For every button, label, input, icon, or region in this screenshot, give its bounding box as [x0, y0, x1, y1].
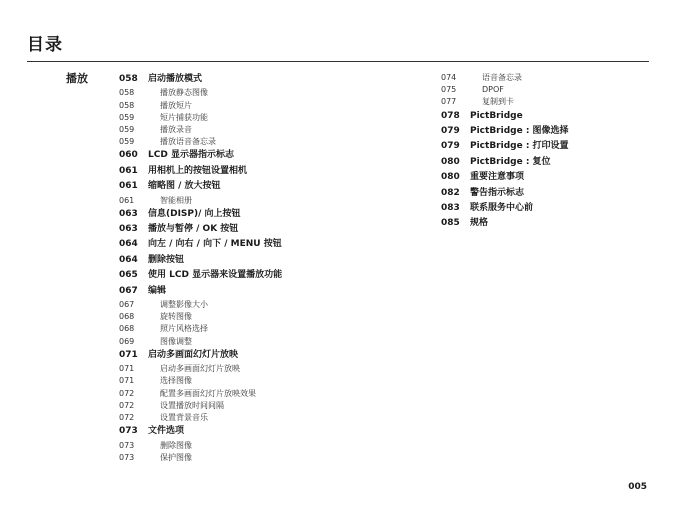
- toc-entry-title: 缩略图 / 放大按钮: [148, 181, 221, 192]
- toc-entry-title: PictBridge : 复位: [470, 156, 551, 167]
- toc-page-number: 073: [119, 426, 138, 437]
- toc-entry-title: 重要注意事项: [470, 172, 525, 183]
- toc-entry-title: 播放短片: [160, 100, 192, 110]
- toc-entry[interactable]: [119, 253, 419, 268]
- toc-page-number: 071: [119, 376, 135, 386]
- toc-entry[interactable]: [441, 201, 651, 216]
- toc-entry-title: DPOF: [482, 85, 504, 95]
- page-number: 005: [628, 482, 647, 492]
- toc-entry-title: 照片风格选择: [160, 324, 208, 334]
- toc-page-number: 071: [119, 364, 135, 374]
- toc-subentry[interactable]: [119, 412, 419, 424]
- toc-entry[interactable]: [441, 139, 651, 154]
- toc-subentry[interactable]: [119, 112, 419, 124]
- toc-subentry[interactable]: [119, 336, 419, 348]
- toc-subentry[interactable]: [119, 375, 419, 387]
- toc-page-number: 080: [441, 172, 460, 183]
- toc-entry-title: 文件选项: [148, 426, 185, 437]
- toc-entry-title: 启动播放模式: [148, 74, 203, 84]
- toc-subentry[interactable]: [119, 363, 419, 375]
- toc-entry-title: 智能相册: [160, 195, 192, 205]
- toc-entry-title: 播放语音备忘录: [160, 137, 216, 147]
- toc-page-number: 073: [119, 440, 135, 450]
- toc-entry[interactable]: [119, 424, 419, 439]
- toc-column-left: [119, 72, 419, 464]
- toc-page-number: 072: [119, 388, 135, 398]
- toc-entry-title: 保护图像: [160, 452, 192, 462]
- toc-subentry[interactable]: [441, 96, 651, 108]
- toc-entry-title: PictBridge : 图像选择: [470, 125, 569, 136]
- toc-entry-title: 警告指示标志: [470, 187, 525, 198]
- toc-page-number: 079: [441, 141, 460, 152]
- toc-entry-title: LCD 显示器指示标志: [148, 150, 234, 161]
- toc-subentry[interactable]: [119, 400, 419, 412]
- toc-entry-title: PictBridge : 打印设置: [470, 141, 569, 152]
- toc-entry[interactable]: [441, 216, 651, 231]
- toc-column-right: [441, 72, 651, 232]
- toc-page-number: 058: [119, 88, 135, 98]
- toc-page-number: 071: [119, 349, 138, 360]
- section-label: 播放: [66, 72, 88, 85]
- toc-entry[interactable]: [119, 268, 419, 283]
- toc-entry[interactable]: [119, 222, 419, 237]
- toc-entry-title: 旋转图像: [160, 312, 192, 322]
- toc-page-number: 072: [119, 400, 135, 410]
- toc-entry[interactable]: [441, 124, 651, 139]
- toc-entry-title: 播放静态图像: [160, 88, 208, 98]
- toc-entry-title: 启动多画面幻灯片放映: [148, 349, 239, 360]
- toc-page-number: 077: [441, 97, 457, 107]
- toc-subentry[interactable]: [119, 299, 419, 311]
- toc-page-number: 061: [119, 181, 138, 192]
- toc-entry-title: 选择图像: [160, 376, 192, 386]
- toc-entry-title: 信息(DISP)/ 向上按钮: [148, 208, 241, 219]
- toc-entry-title: 播放录音: [160, 124, 192, 134]
- toc-page-number: 059: [119, 124, 135, 134]
- toc-entry-title: 启动多画面幻灯片放映: [160, 364, 240, 374]
- toc-entry-title: PictBridge: [470, 110, 523, 121]
- toc-page-number: 059: [119, 137, 135, 147]
- toc-subentry[interactable]: [119, 100, 419, 112]
- toc-subentry[interactable]: [441, 72, 651, 84]
- toc-subentry[interactable]: [119, 323, 419, 335]
- toc-page-number: 085: [441, 218, 460, 229]
- toc-page-number: 064: [119, 254, 138, 265]
- toc-page-number: 058: [119, 100, 135, 110]
- toc-entry-title: 配置多画面幻灯片放映效果: [160, 388, 256, 398]
- toc-entry[interactable]: [119, 164, 419, 179]
- toc-entry[interactable]: [119, 179, 419, 194]
- toc-page-number: 078: [441, 110, 460, 121]
- toc-entry-title: 联系服务中心前: [470, 202, 534, 213]
- toc-page-number: 079: [441, 125, 460, 136]
- toc-subentry[interactable]: [119, 311, 419, 323]
- toc-page-number: 068: [119, 312, 135, 322]
- toc-entry[interactable]: [441, 109, 651, 124]
- toc-subentry[interactable]: [441, 84, 651, 96]
- toc-page-number: 082: [441, 187, 460, 198]
- toc-page-number: 068: [119, 324, 135, 334]
- toc-entry-title: 语音备忘录: [482, 73, 522, 82]
- toc-entry-title: 调整影像大小: [160, 300, 208, 310]
- toc-page-number: 063: [119, 224, 138, 235]
- toc-subentry[interactable]: [119, 452, 419, 464]
- toc-page-number: 072: [119, 412, 135, 422]
- toc-entry[interactable]: [119, 348, 419, 363]
- toc-page-number: 069: [119, 336, 135, 346]
- toc-entry-title: 编辑: [148, 285, 167, 296]
- toc-page-number: 067: [119, 285, 138, 296]
- toc-entry-title: 使用 LCD 显示器来设置播放功能: [148, 270, 283, 281]
- toc-page-number: 064: [119, 239, 138, 250]
- toc-subentry[interactable]: [119, 124, 419, 136]
- toc-entry[interactable]: [441, 155, 651, 170]
- toc-entry-title: 短片捕获功能: [160, 112, 208, 122]
- toc-page-number: 067: [119, 300, 135, 310]
- toc-entry-title: 设置播放时间间隔: [160, 400, 224, 410]
- toc-entry-title: 删除图像: [160, 440, 192, 450]
- toc-page-number: 073: [119, 452, 135, 462]
- toc-entry[interactable]: [441, 170, 651, 185]
- toc-entry[interactable]: [119, 72, 419, 87]
- title-divider: [27, 61, 649, 62]
- toc-page-number: 074: [441, 73, 457, 82]
- toc-entry[interactable]: [119, 237, 419, 252]
- toc-subentry[interactable]: [119, 195, 419, 207]
- toc-page-number: 065: [119, 270, 138, 281]
- toc-entry-title: 删除按钮: [148, 254, 185, 265]
- toc-page-number: 059: [119, 112, 135, 122]
- toc-entry[interactable]: [119, 207, 419, 222]
- toc-page-number: 061: [119, 195, 135, 205]
- toc-subentry[interactable]: [119, 440, 419, 452]
- toc-page-number: 080: [441, 156, 460, 167]
- toc-page-number: 058: [119, 74, 138, 84]
- toc-entry-title: 复制到卡: [482, 97, 514, 107]
- toc-subentry[interactable]: [119, 388, 419, 400]
- toc-entry[interactable]: [441, 186, 651, 201]
- toc-entry-title: 用相机上的按钮设置相机: [148, 165, 248, 176]
- toc-entry[interactable]: [119, 148, 419, 163]
- toc-entry-title: 图像调整: [160, 336, 192, 346]
- page-title: 目录: [27, 35, 63, 55]
- toc-page-number: 063: [119, 208, 138, 219]
- toc-page-number: 061: [119, 165, 138, 176]
- toc-entry[interactable]: [119, 284, 419, 299]
- toc-subentry[interactable]: [119, 87, 419, 99]
- toc-page-number: 083: [441, 202, 460, 213]
- toc-subentry[interactable]: [119, 136, 419, 148]
- toc-entry-title: 规格: [470, 218, 489, 229]
- toc-entry-title: 设置背景音乐: [160, 412, 208, 422]
- toc-page-number: 075: [441, 85, 457, 95]
- toc-entry-title: 向左 / 向右 / 向下 / MENU 按钮: [148, 239, 282, 250]
- toc-page-number: 060: [119, 150, 138, 161]
- toc-entry-title: 播放与暂停 / OK 按钮: [148, 224, 239, 235]
